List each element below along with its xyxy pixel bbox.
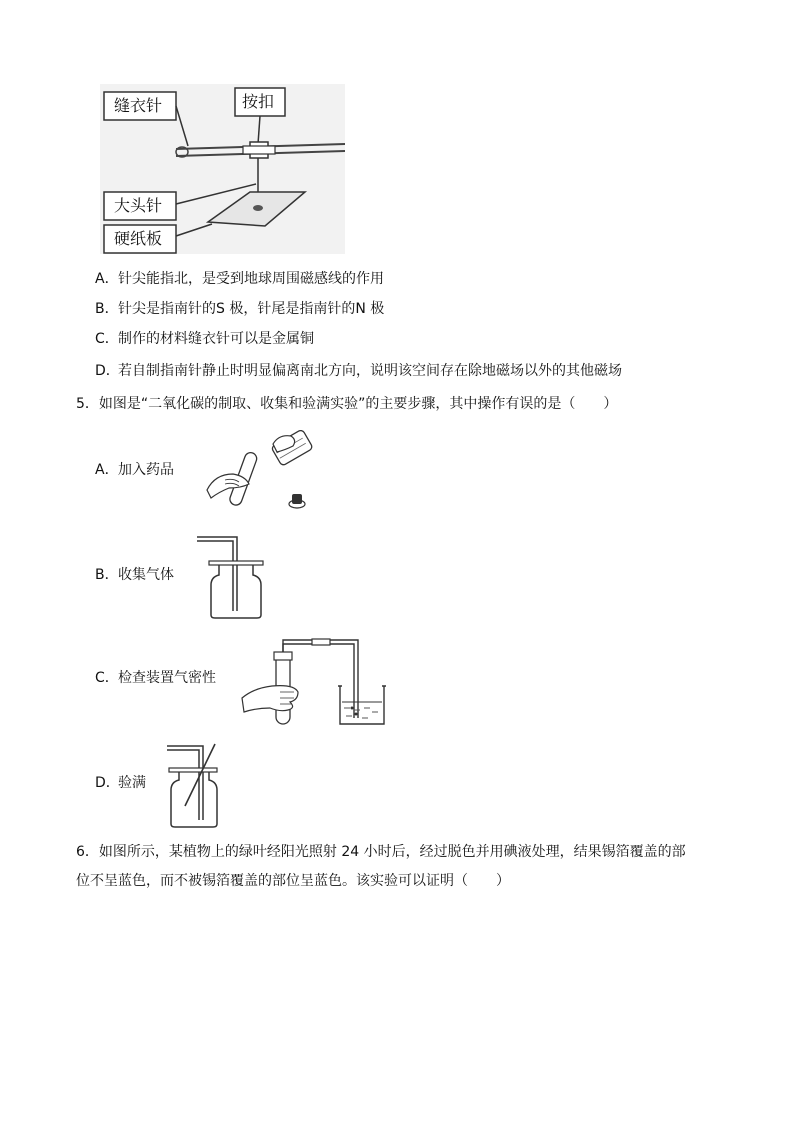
q6-line-2: 位不呈蓝色，而不被锡箔覆盖的部位呈蓝色。该实验可以证明（ ） [76, 873, 510, 889]
q5-stem: 5．如图是“二氧化碳的制取、收集和验满实验”的主要步骤，其中操作有误的是（ ） [76, 396, 618, 412]
q5-option-c-letter: C． [95, 670, 119, 686]
q5-option-d-letter: D． [95, 775, 120, 791]
q4-option-a-letter: A． [95, 271, 119, 287]
airtightness-diagram [240, 638, 390, 728]
label-sewing-needle: 缝衣针 [114, 96, 163, 115]
q4-option-d-text: 若自制指南针静止时明显偏离南北方向，说明该空间存在除地磁场以外的其他磁场 [118, 363, 622, 379]
q5-figure-b [195, 533, 270, 621]
q5-figure-a [205, 430, 325, 515]
q5-figure-d [163, 740, 233, 830]
gas-collection-diagram [195, 533, 270, 621]
q5-option-b-letter: B． [95, 567, 119, 583]
compass-figure [100, 84, 345, 254]
q4-option-b-text: 针尖是指南针的S 极，针尾是指南针的N 极 [118, 301, 385, 317]
label-pin: 大头针 [114, 196, 163, 215]
q5-option-a-text: 加入药品 [118, 462, 174, 478]
label-cardboard: 硬纸板 [114, 229, 163, 248]
label-snap-button: 按扣 [242, 92, 275, 111]
q5-option-c-text: 检查装置气密性 [118, 670, 216, 686]
q4-option-d-letter: D． [95, 363, 120, 379]
add-reagent-diagram [205, 430, 325, 515]
check-full-diagram [163, 740, 233, 830]
q5-option-a-letter: A． [95, 462, 119, 478]
q5-option-d-text: 验满 [118, 775, 146, 791]
q6-line-1: 6．如图所示，某植物上的绿叶经阳光照射 24 小时后，经过脱色并用碘液处理，结果锡箔覆盖的部 [76, 844, 686, 860]
q4-option-c-text: 制作的材料缝衣针可以是金属铜 [118, 331, 314, 347]
q5-option-b-text: 收集气体 [118, 567, 174, 583]
q4-option-c-letter: C． [95, 331, 119, 347]
q4-option-a-text: 针尖能指北，是受到地球周围磁感线的作用 [118, 271, 384, 287]
q4-option-b-letter: B． [95, 301, 119, 317]
q5-figure-c [240, 638, 390, 728]
